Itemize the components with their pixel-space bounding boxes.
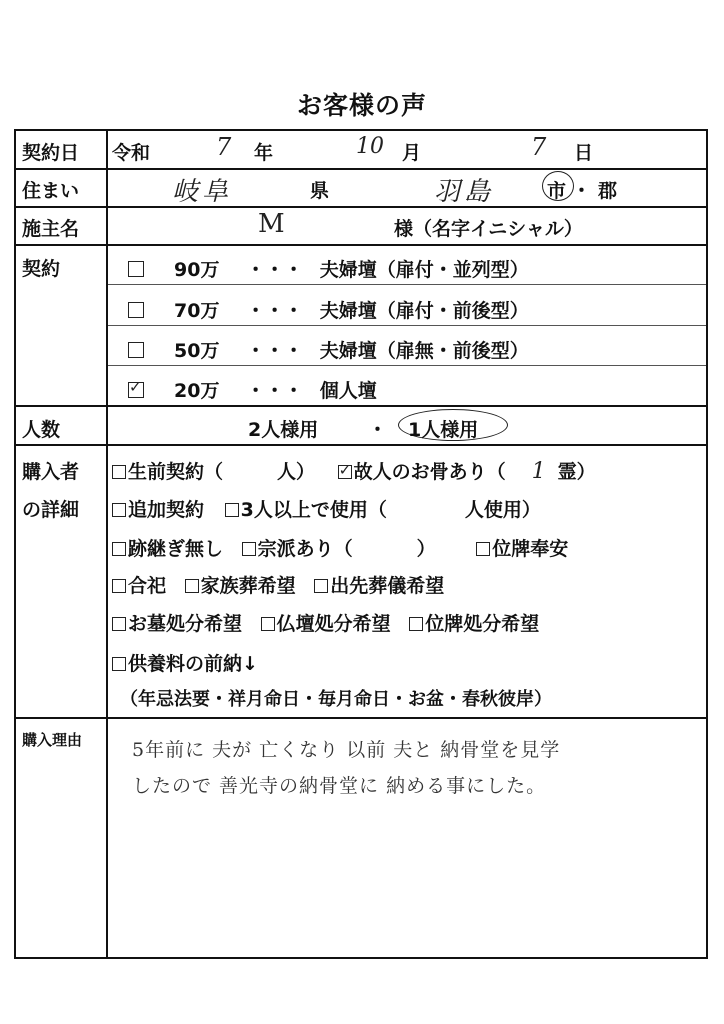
label-column-divider [106,131,108,957]
row-divider-option-2 [108,325,706,326]
reason-label: 購入理由 [22,731,83,749]
row-divider-option-1 [108,284,706,285]
county-unit: 郡 [598,180,618,202]
checkbox-ihai[interactable] [476,542,490,556]
price-70: 70万 [174,300,220,322]
era-label: 令和 [112,142,151,164]
pre-contract-label: 生前契約（ [128,461,224,483]
row-divider-date [16,168,706,170]
details-row-4 [112,571,444,598]
ihai-label: 位牌奉安 [492,538,569,560]
client-initial: M [258,209,285,239]
page-title: お客様の声 [296,91,427,120]
prepay-label: 供養料の前納↓ [128,653,258,675]
dots-90: ・・・ [246,259,304,281]
price-50: 50万 [174,340,220,362]
city-unit: 市 [547,180,567,202]
checkbox-three-plus[interactable] [225,503,239,517]
day-unit: 日 [574,142,594,164]
people-option-one[interactable]: 1人様用 [408,419,479,441]
checkbox-20-checked[interactable] [128,382,144,398]
contract-month: 10 [356,134,384,159]
reason-line-2: したので 善光寺の納骨堂に 納める事にした。 [132,775,547,797]
family-funeral-label: 家族葬希望 [200,575,296,597]
checkbox-altar-disposal[interactable] [261,617,275,631]
row-divider-contract [16,405,706,407]
checkbox-pre-contract[interactable] [112,465,126,479]
row-divider-client [16,244,706,246]
dots-50: ・・・ [246,340,304,362]
city-name: 羽島 [434,177,495,207]
checkbox-grave-disposal[interactable] [112,617,126,631]
additional-label: 追加契約 [128,499,205,521]
no-successor-label: 跡継ぎ無し [128,538,224,560]
remains-count: 1 [531,459,546,484]
contract-year: 7 [216,133,232,161]
details-row-5 [112,609,539,636]
row-divider-residence [16,206,706,208]
details-label-line1: 購入者 [22,461,80,483]
people-label: 人数 [22,419,61,441]
row-divider-details [16,717,706,719]
prefecture-unit: 県 [310,180,330,202]
details-label-line2: の詳細 [22,499,80,521]
checkbox-ihai-disposal[interactable] [409,617,423,631]
checkbox-90[interactable] [128,261,144,277]
contract-option-50[interactable] [128,336,529,363]
sect-label: 宗派あり（ [257,538,353,560]
details-row-1 [112,457,596,484]
residence-separator: ・ [572,180,592,202]
checkbox-family-funeral[interactable] [185,579,199,593]
contract-option-20[interactable] [128,376,377,403]
details-row-6 [112,649,258,676]
checkbox-joint[interactable] [112,579,126,593]
year-unit: 年 [254,142,274,164]
price-20: 20万 [174,380,220,402]
checkbox-outside-funeral[interactable] [314,579,328,593]
people-option-two[interactable]: 2人様用 [248,419,319,441]
checkbox-no-successor[interactable] [112,542,126,556]
contract-date-label: 契約日 [22,142,80,164]
details-row-3 [112,534,568,561]
client-suffix: 様（名字イニシャル） [394,218,583,240]
ihai-disposal-label: 位牌処分希望 [425,613,540,635]
checkbox-70[interactable] [128,302,144,318]
checkbox-sect[interactable] [242,542,256,556]
client-label: 施主名 [22,218,80,240]
grave-disposal-label: お墓処分希望 [128,613,243,635]
price-90: 90万 [174,259,220,281]
type-70: 夫婦壇（扉付・前後型） [319,300,529,322]
remains-end: 霊） [557,461,596,483]
three-plus-end: 人使用） [464,499,541,521]
details-row-2 [112,495,541,522]
people-separator: ・ [368,419,388,441]
contract-option-70[interactable] [128,296,529,323]
sect-end: ） [416,538,436,560]
contract-option-90[interactable] [128,255,529,282]
checkbox-remains-checked[interactable] [338,465,352,479]
month-unit: 月 [402,142,422,164]
three-plus-label: 3人以上で使用（ [240,499,387,521]
checkbox-50[interactable] [128,342,144,358]
altar-disposal-label: 仏壇処分希望 [276,613,391,635]
checkbox-additional[interactable] [112,503,126,517]
type-20: 個人壇 [319,380,377,402]
checkbox-prepay[interactable] [112,657,126,671]
remains-label: 故人のお骨あり（ [353,461,506,483]
contract-day: 7 [531,133,547,161]
contract-label: 契約 [22,258,61,280]
voice-form [14,129,708,959]
residence-label: 住まい [22,180,80,202]
prefecture-name: 岐阜 [172,177,233,207]
row-divider-option-3 [108,365,706,366]
dots-70: ・・・ [246,300,304,322]
outside-funeral-label: 出先葬儀希望 [330,575,445,597]
row-divider-people [16,444,706,446]
pre-contract-end: 人） [277,461,316,483]
joint-label: 合祀 [128,575,167,597]
reason-line-1: 5年前に 夫が 亡くなり 以前 夫と 納骨堂を見学 [132,739,561,761]
type-90: 夫婦壇（扉付・並列型） [319,259,529,281]
type-50: 夫婦壇（扉無・前後型） [319,340,529,362]
prepay-note: （年忌法要・祥月命日・毎月命日・お盆・春秋彼岸） [120,689,552,710]
dots-20: ・・・ [246,380,304,402]
